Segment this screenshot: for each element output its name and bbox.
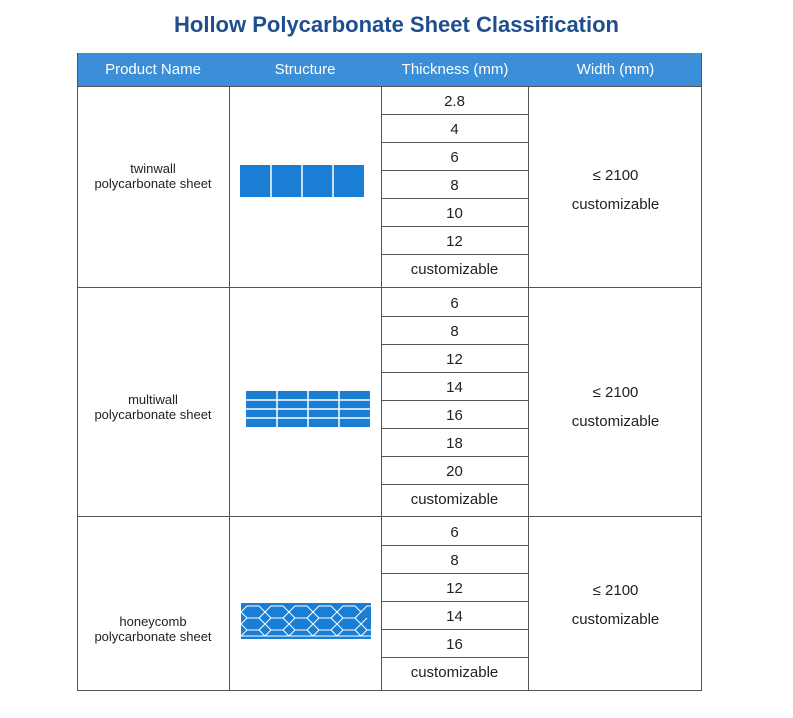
thickness-value: 6 [450, 149, 459, 166]
width-value: ≤ 2100 [592, 167, 639, 184]
thickness-value: 6 [450, 295, 459, 312]
thickness-value: 2.8 [444, 93, 465, 110]
thickness-value: customizable [410, 261, 499, 278]
product-name-twinwall [77, 161, 229, 191]
thickness-value: 4 [450, 121, 459, 138]
width-value: ≤ 2100 [592, 384, 639, 401]
width-note: customizable [571, 196, 660, 213]
product-name-honeycomb [77, 614, 229, 644]
multiwall-structure-icon [246, 391, 370, 427]
grid-line [77, 287, 702, 288]
table-header [77, 53, 702, 86]
thickness-value: 8 [450, 177, 459, 194]
thickness-value: 16 [446, 636, 463, 653]
thickness-value: 6 [450, 524, 459, 541]
width-note: customizable [571, 413, 660, 430]
grid-line [77, 516, 702, 517]
grid-line [77, 86, 702, 87]
thickness-value: customizable [410, 491, 499, 508]
thickness-value: 12 [446, 351, 463, 368]
twinwall-structure-icon [240, 165, 364, 197]
product-name-line2: polycarbonate sheet [94, 407, 212, 422]
thickness-value: 8 [450, 323, 459, 340]
grid-line [77, 690, 702, 691]
honeycomb-structure-icon [241, 603, 371, 639]
width-value: ≤ 2100 [592, 582, 639, 599]
thickness-value: 14 [446, 379, 463, 396]
thickness-value: 12 [446, 233, 463, 250]
thickness-value: customizable [410, 664, 499, 681]
grid-line [229, 86, 230, 691]
header-structure: Structure [274, 61, 336, 78]
grid-line [77, 53, 78, 691]
thickness-value: 14 [446, 608, 463, 625]
width-note: customizable [571, 611, 660, 628]
header-product-name: Product Name [105, 61, 201, 78]
thickness-value: 10 [446, 205, 463, 222]
header-width: Width (mm) [576, 61, 655, 78]
thickness-value: 18 [446, 435, 463, 452]
thickness-value: 20 [446, 463, 463, 480]
product-name-line1: multiwall [128, 392, 178, 407]
product-name-line1: twinwall [130, 161, 176, 176]
product-name-line1: honeycomb [119, 614, 187, 629]
thickness-value: 8 [450, 552, 459, 569]
thickness-value: 12 [446, 580, 463, 597]
product-name-line2: polycarbonate sheet [94, 176, 212, 191]
thickness-value: 16 [446, 407, 463, 424]
page-title: Hollow Polycarbonate Sheet Classification [174, 12, 619, 37]
product-name-line2: polycarbonate sheet [94, 629, 212, 644]
product-name-multiwall [77, 392, 229, 422]
header-thickness: Thickness (mm) [401, 61, 509, 78]
